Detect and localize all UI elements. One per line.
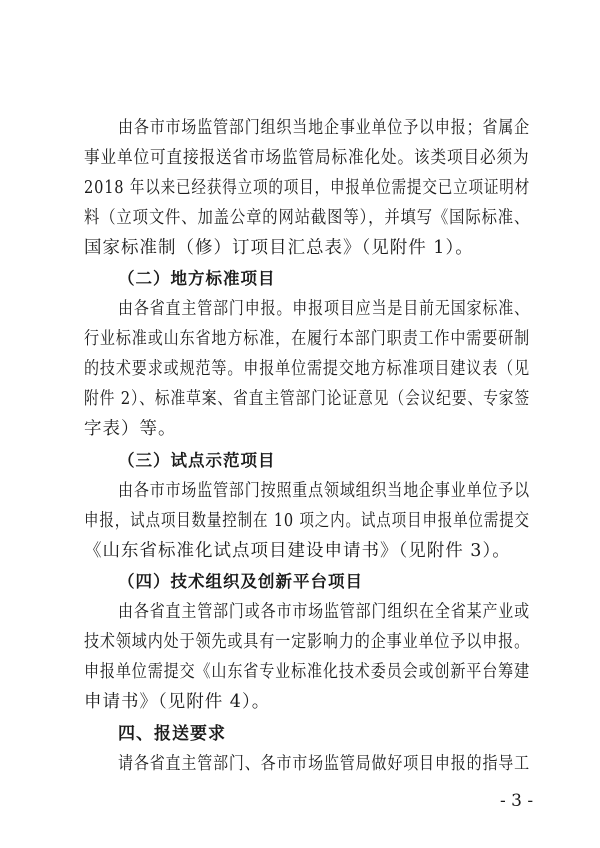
paragraph-line: 申报，试点项目数量控制在 10 项之内。试点项目申报单位需提交 [84, 511, 530, 531]
section-heading-platform-projects: （四）技术组织及创新平台项目 [118, 572, 363, 591]
section-heading-submission-requirements: 四、报送要求 [118, 724, 226, 744]
paragraph-line: 事业单位可直接报送省市场监管局标准化处。该类项目必须为 [84, 148, 530, 168]
paragraph-line: 《山东省标准化试点项目建设申请书》（见附件 3）。 [84, 541, 511, 561]
paragraph-line: 的技术要求或规范等。申报单位需提交地方标准项目建议表（见 [84, 359, 530, 379]
paragraph-line: 国家标准制（修）订项目汇总表》（见附件 1）。 [84, 238, 474, 258]
section-heading-pilot-projects: （三）试点示范项目 [118, 451, 276, 470]
paragraph-line: 由各省直主管部门申报。申报项目应当是目前无国家标准、 [118, 299, 530, 319]
paragraph-line: 行业标准或山东省地方标准，在履行本部门职责工作中需要研制 [84, 329, 530, 349]
paragraph-line: 技术领域内处于领先或具有一定影响力的企事业单位予以申报。 [84, 632, 530, 652]
paragraph-line: 附件 2）、标准草案、省直主管部门论证意见（会议纪要、专家签 [84, 389, 530, 409]
paragraph-line: 由各市市场监管部门组织当地企事业单位予以申报；省属企 [118, 118, 530, 138]
paragraph-line: 由各市市场监管部门按照重点领域组织当地企事业单位予以 [118, 481, 530, 501]
paragraph-line: 请各省直主管部门、各市市场监管局做好项目申报的指导工 [118, 754, 530, 774]
paragraph-line: 料（立项文件、加盖公章的网站截图等），并填写《国际标准、 [84, 208, 531, 228]
paragraph-line: 字表）等。 [84, 419, 177, 439]
paragraph-line: 2018 年以来已经获得立项的项目，申报单位需提交已立项证明材 [84, 178, 531, 198]
page-number: - 3 - [500, 791, 534, 811]
paragraph-line: 由各省直主管部门或各市市场监管部门组织在全省某产业或 [118, 602, 530, 622]
paragraph-line: 申报单位需提交《山东省专业标准化技术委员会或创新平台筹建 [84, 662, 530, 682]
paragraph-line: 申请书》（见附件 4）。 [84, 692, 271, 712]
section-heading-local-standards: （二）地方标准项目 [118, 269, 276, 288]
